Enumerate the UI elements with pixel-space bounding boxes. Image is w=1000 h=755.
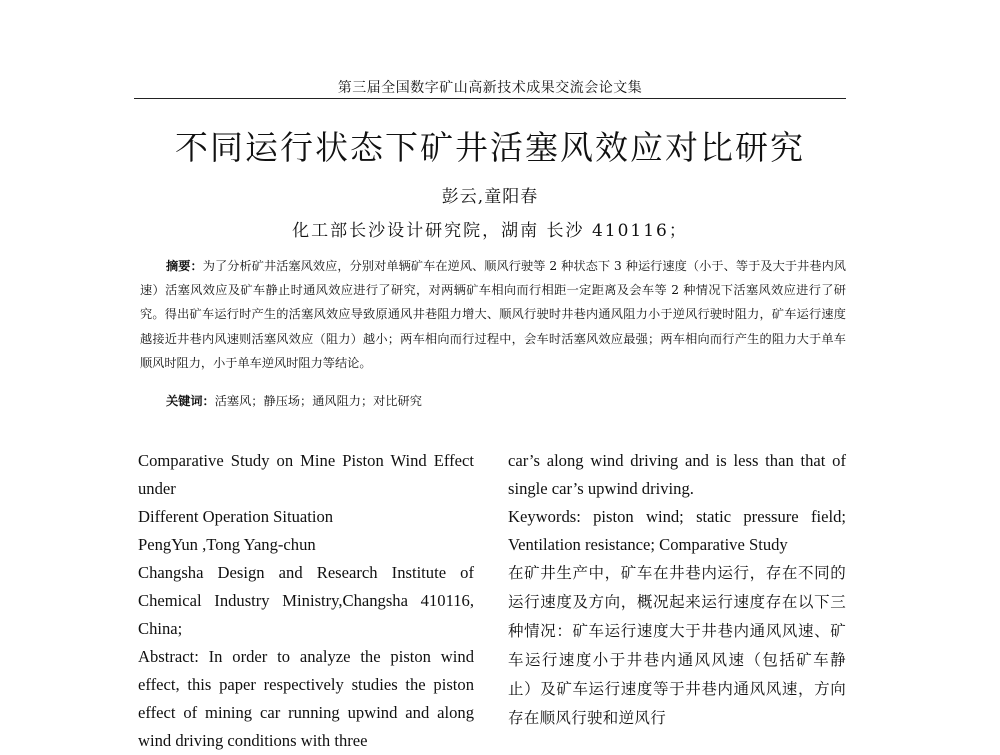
body-text-chinese: 在矿井生产中，矿车在井巷内运行，存在不同的运行速度及方向，概况起来运行速度存在以下三种情况：矿车运行速度大于井巷内通风风速、矿车运行速度小于井巷内通风风速（包括矿车静止）及矿车运行速度等于井巷内通风风速，方向存在顺风行驶和逆风行 xyxy=(508,564,846,727)
authors: 彭云,童阳春 xyxy=(441,187,539,207)
right-column xyxy=(508,447,846,733)
keywords-chinese xyxy=(166,392,846,409)
english-authors: PengYun ,Tong Yang-chun xyxy=(138,535,316,554)
abstract-label: 摘要： xyxy=(166,259,203,273)
abstract-text: 为了分析矿井活塞风效应，分别对单辆矿车在逆风、顺风行驶等 2 种状态下 3 种运行速度（小于、等于及大于井巷内风速）活塞风效应及矿车静止时通风效应进行了研究，对两辆矿车相向而行相距一定距离及会车等 2 种情况下活塞风效应进行了研究。得出矿车运行时产生的活塞风效应导致原通风井巷阻力增大、顺风行驶时井巷内通风阻力小于逆风行驶时阻力，矿车运行速度越接近井巷内风速则活塞风效应（阻力）越小；两车相向而行过程中，会车时活塞风效应最强；两车相向而行产生的阻力大于单车顺风时阻力，小于单车逆风时阻力等结论。 xyxy=(140,259,846,370)
english-title-line-1: Comparative Study on Mine Piston Wind Effect under xyxy=(138,451,474,498)
running-header: 第三届全国数字矿山高新技术成果交流会论文集 xyxy=(337,80,643,96)
keywords-label: 关键词： xyxy=(166,394,215,408)
english-title-line-2: Different Operation Situation xyxy=(138,507,334,526)
english-abstract: Abstract: In order to analyze the piston wind effect, this paper respectively studies the piston effect of mining car running upwind and along wind driving conditions with three xyxy=(138,647,474,750)
left-column xyxy=(138,447,474,755)
english-affiliation: Changsha Design and Research Institute of Chemical Industry Ministry,Changsha 410116, China; xyxy=(138,563,474,638)
keywords-text: 活塞风；静压场；通风阻力；对比研究 xyxy=(214,394,422,408)
paper-title: 不同运行状态下矿井活塞风效应对比研究 xyxy=(175,128,805,167)
english-abstract-continued: car’s along wind driving and is less than that of single car’s upwind driving. xyxy=(508,451,846,498)
abstract-chinese xyxy=(140,254,846,375)
english-keywords: Keywords: piston wind; static pressure field; Ventilation resistance; Comparative Study xyxy=(508,507,846,554)
affiliation: 化工部长沙设计研究院，湖南 长沙 410116； xyxy=(292,221,688,241)
header-rule xyxy=(134,98,846,99)
